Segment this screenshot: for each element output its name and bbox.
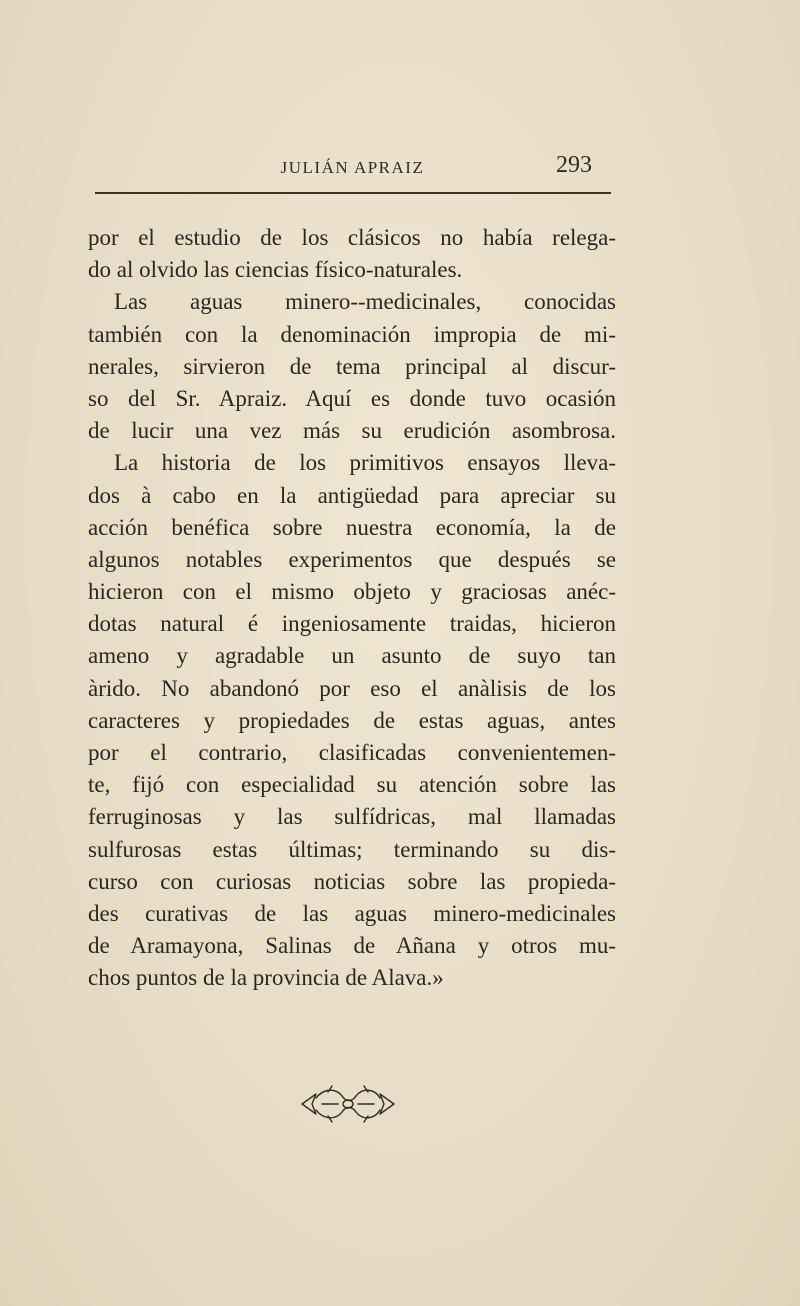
text-line: ferruginosas y las sulfídricas, mal llamadas xyxy=(88,804,616,830)
header-rule xyxy=(95,192,611,194)
text-line: Las aguas minero--medicinales, conocidas xyxy=(114,289,616,315)
text-line: dotas natural é ingeniosamente traidas, hicieron xyxy=(88,611,616,637)
page-header xyxy=(95,152,610,182)
text-line: des curativas de las aguas minero-medicinales xyxy=(88,900,616,926)
text-line: te, fijó con especialidad su atención sobre las xyxy=(88,772,616,798)
text-line: àrido. No abandonó por eso el anàlisis de los xyxy=(88,675,616,701)
text-line: caracteres y propiedades de estas aguas, antes xyxy=(88,707,616,733)
text-line: so del Sr. Apraiz. Aquí es donde tuvo ocasión xyxy=(88,385,616,411)
text-line: hicieron con el mismo objeto y graciosas anéc- xyxy=(88,579,616,605)
text-line: chos puntos de la provincia de Alava.» xyxy=(88,965,444,991)
text-line: de lucir una vez más su erudición asombrosa. xyxy=(88,418,616,444)
text-line: La historia de los primitivos ensayos lleva- xyxy=(114,450,616,476)
text-line: acción benéfica sobre nuestra economía, la de xyxy=(88,514,616,540)
running-head: JULIÁN APRAIZ xyxy=(280,158,425,177)
text-line: dos à cabo en la antigüedad para apreciar su xyxy=(88,482,616,508)
text-line: nerales, sirvieron de tema principal al discur- xyxy=(88,353,616,379)
text-line: por el contrario, clasificadas convenientemen- xyxy=(88,740,616,765)
ornament-icon xyxy=(298,1082,398,1126)
text-line: también con la denominación impropia de mi- xyxy=(88,321,616,347)
text-line: curso con curiosas noticias sobre las propieda- xyxy=(88,868,616,894)
text-line: por el estudio de los clásicos no había relega- xyxy=(88,225,616,250)
text-line: ameno y agradable un asunto de suyo tan xyxy=(88,643,616,669)
text-line: de Aramayona, Salinas de Añana y otros mu- xyxy=(88,933,616,959)
page-number: 293 xyxy=(556,152,592,178)
text-line: do al olvido las ciencias físico-naturales. xyxy=(88,257,463,283)
text-line: algunos notables experimentos que después se xyxy=(88,546,616,572)
body-text xyxy=(88,222,616,995)
text-line: sulfurosas estas últimas; terminando su dis- xyxy=(88,836,616,862)
